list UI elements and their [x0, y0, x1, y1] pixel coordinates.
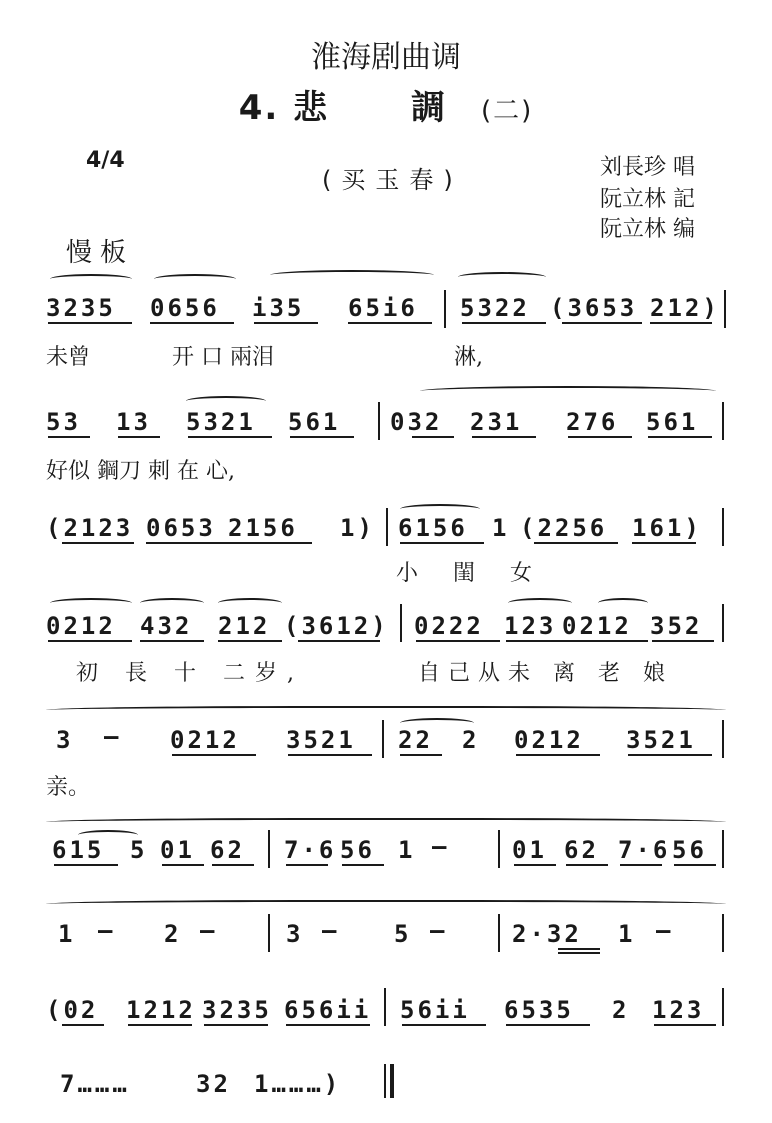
underline: [54, 864, 118, 866]
barline: [498, 914, 500, 952]
note-group: 3: [56, 726, 74, 754]
underline: [516, 754, 600, 756]
underline: [342, 864, 384, 866]
note-group: 62: [564, 836, 599, 864]
underline: [254, 322, 318, 324]
underline: [290, 436, 354, 438]
note-group: —: [200, 916, 218, 944]
underline: [218, 640, 282, 642]
underline: [288, 754, 372, 756]
note-group: 212): [650, 294, 720, 322]
note-group: (3612): [284, 612, 389, 640]
collection-title: 淮海剧曲调: [311, 40, 461, 75]
slur: [458, 272, 546, 282]
underline: [412, 436, 454, 438]
note-group: 1: [618, 920, 636, 948]
barline: [722, 508, 724, 546]
note-group: 0212: [46, 612, 116, 640]
underline: [506, 640, 570, 642]
underline: [648, 436, 712, 438]
note-group: 5: [130, 836, 148, 864]
note-group: 2·32: [512, 920, 582, 948]
underline: [674, 864, 716, 866]
note-group: 656ii: [284, 996, 372, 1024]
note-group: (3653: [550, 294, 638, 322]
underline: [212, 864, 254, 866]
slur: [46, 900, 726, 910]
underline: [534, 542, 618, 544]
note-group: 1212: [126, 996, 196, 1024]
barline: [444, 290, 446, 328]
underline: [298, 640, 380, 642]
note-group: 231: [470, 408, 523, 436]
note-group: 0653: [146, 514, 216, 542]
note-group: 5321: [186, 408, 256, 436]
piece-name: 悲 調: [293, 88, 481, 128]
note-group: 432: [140, 612, 193, 640]
barline: [498, 830, 500, 868]
barline: [722, 830, 724, 868]
slur: [598, 598, 648, 608]
note-group: 01: [160, 836, 195, 864]
note-group: 01: [512, 836, 547, 864]
note-group: 352: [650, 612, 703, 640]
time-signature: 4/4: [86, 148, 125, 173]
note-group: 1): [340, 514, 375, 542]
underline: [402, 1024, 486, 1026]
note-group: 7·6: [618, 836, 671, 864]
underline: [348, 322, 432, 324]
underline: [48, 322, 132, 324]
final-barline: [384, 1064, 386, 1098]
underline: [558, 952, 600, 954]
barline: [722, 988, 724, 1026]
note-group: 62: [210, 836, 245, 864]
underline: [620, 864, 662, 866]
underline: [650, 322, 712, 324]
note-group: 0212: [514, 726, 584, 754]
note-group: 123: [504, 612, 557, 640]
underline: [564, 640, 648, 642]
note-group: 3521: [626, 726, 696, 754]
note-group: 0656: [150, 294, 220, 322]
underline: [416, 640, 500, 642]
note-group: 0212: [562, 612, 632, 640]
note-group: 2156: [228, 514, 298, 542]
underline: [62, 1024, 104, 1026]
slur: [420, 386, 716, 396]
lyric-line: 亲。: [46, 775, 91, 800]
note-group: i35: [252, 294, 305, 322]
slur: [508, 598, 572, 608]
lyric-line: 未曾: [46, 345, 91, 370]
note-group: 5322: [460, 294, 530, 322]
piece-subtitle: (买玉春): [322, 166, 463, 194]
note-group: 1………): [254, 1070, 342, 1098]
note-group: 212: [218, 612, 271, 640]
note-group: 2: [164, 920, 182, 948]
slur: [186, 396, 266, 406]
barline: [722, 914, 724, 952]
note-group: 3521: [286, 726, 356, 754]
slur: [46, 706, 726, 716]
note-group: 56: [672, 836, 707, 864]
lyric-line: 自己从未 离 老 娘: [418, 661, 673, 686]
underline: [48, 640, 132, 642]
note-group: 6156: [398, 514, 468, 542]
note-group: 032: [390, 408, 443, 436]
barline: [722, 402, 724, 440]
piece-number: 4.: [238, 88, 280, 128]
underline: [462, 322, 546, 324]
note-group: 1: [398, 836, 416, 864]
underline: [400, 542, 484, 544]
underline: [286, 1024, 370, 1026]
underline: [652, 640, 714, 642]
note-group: (2256: [520, 514, 608, 542]
note-group: —: [430, 916, 448, 944]
underline: [204, 1024, 268, 1026]
piece-title: [0, 80, 772, 129]
slur: [154, 274, 236, 284]
underline: [150, 322, 234, 324]
note-group: 123: [652, 996, 705, 1024]
barline: [386, 508, 388, 546]
note-group: (2123: [46, 514, 134, 542]
note-group: 3235: [202, 996, 272, 1024]
piece-part: (二): [480, 96, 534, 126]
barline: [268, 914, 270, 952]
slur: [46, 818, 726, 828]
note-group: 3235: [46, 294, 116, 322]
underline: [628, 754, 712, 756]
underline: [48, 436, 90, 438]
underline: [62, 542, 134, 544]
note-group: 0212: [170, 726, 240, 754]
tempo-marking: 慢板: [66, 238, 135, 268]
underline: [146, 542, 230, 544]
barline: [400, 604, 402, 642]
note-group: —: [322, 916, 340, 944]
slur: [218, 598, 282, 608]
note-group: 161): [632, 514, 702, 542]
note-group: 32: [196, 1070, 231, 1098]
barline: [382, 720, 384, 758]
slur: [50, 598, 132, 608]
underline: [514, 864, 556, 866]
credit-arranger: 阮立林 编: [600, 217, 695, 242]
underline: [162, 864, 204, 866]
note-group: 276: [566, 408, 619, 436]
note-group: (02: [46, 996, 99, 1024]
underline: [172, 754, 256, 756]
note-group: 615: [52, 836, 105, 864]
credit-recorder: 阮立林 記: [600, 187, 695, 212]
underline: [140, 640, 204, 642]
lyric-line: 淋,: [454, 345, 483, 370]
final-barline: [390, 1064, 394, 1098]
note-group: 0222: [414, 612, 484, 640]
underline: [472, 436, 536, 438]
note-group: 56ii: [400, 996, 470, 1024]
note-group: 3: [286, 920, 304, 948]
note-group: 2: [612, 996, 630, 1024]
underline: [188, 436, 272, 438]
note-group: 7………: [60, 1070, 130, 1098]
lyric-line: 初 長 十 二岁,: [76, 661, 304, 686]
underline: [400, 754, 442, 756]
note-group: 5: [394, 920, 412, 948]
lyric-line: 开 口 兩泪: [172, 345, 274, 370]
underline: [286, 864, 328, 866]
slur: [140, 598, 204, 608]
underline: [128, 1024, 192, 1026]
lyric-line: 小 閨 女: [396, 561, 546, 586]
underline: [228, 542, 312, 544]
underline: [568, 436, 632, 438]
note-group: —: [432, 832, 450, 860]
note-group: 53: [46, 408, 81, 436]
underline: [654, 1024, 716, 1026]
note-group: 2: [462, 726, 480, 754]
note-group: 561: [288, 408, 341, 436]
underline: [566, 864, 608, 866]
underline: [118, 436, 160, 438]
note-group: 7·6: [284, 836, 337, 864]
note-group: 13: [116, 408, 151, 436]
barline: [378, 402, 380, 440]
note-group: —: [656, 916, 674, 944]
slur: [400, 504, 480, 514]
barline: [384, 988, 386, 1026]
lyric-line: 好似 鋼刀 刺 在 心,: [46, 459, 235, 484]
note-group: 56: [340, 836, 375, 864]
note-group: 6535: [504, 996, 574, 1024]
barline: [268, 830, 270, 868]
credit-singer: 刘長珍 唱: [600, 155, 695, 180]
underline: [562, 322, 642, 324]
note-group: 65i6: [348, 294, 418, 322]
underline: [632, 542, 696, 544]
note-group: 1: [492, 514, 510, 542]
slur: [50, 274, 132, 284]
slur: [270, 270, 434, 280]
underline: [506, 1024, 590, 1026]
note-group: —: [104, 722, 122, 750]
barline: [724, 290, 726, 328]
note-group: 1: [58, 920, 76, 948]
note-group: 22: [398, 726, 433, 754]
note-group: —: [98, 916, 116, 944]
note-group: 561: [646, 408, 699, 436]
underline: [558, 948, 600, 950]
barline: [722, 720, 724, 758]
barline: [722, 604, 724, 642]
